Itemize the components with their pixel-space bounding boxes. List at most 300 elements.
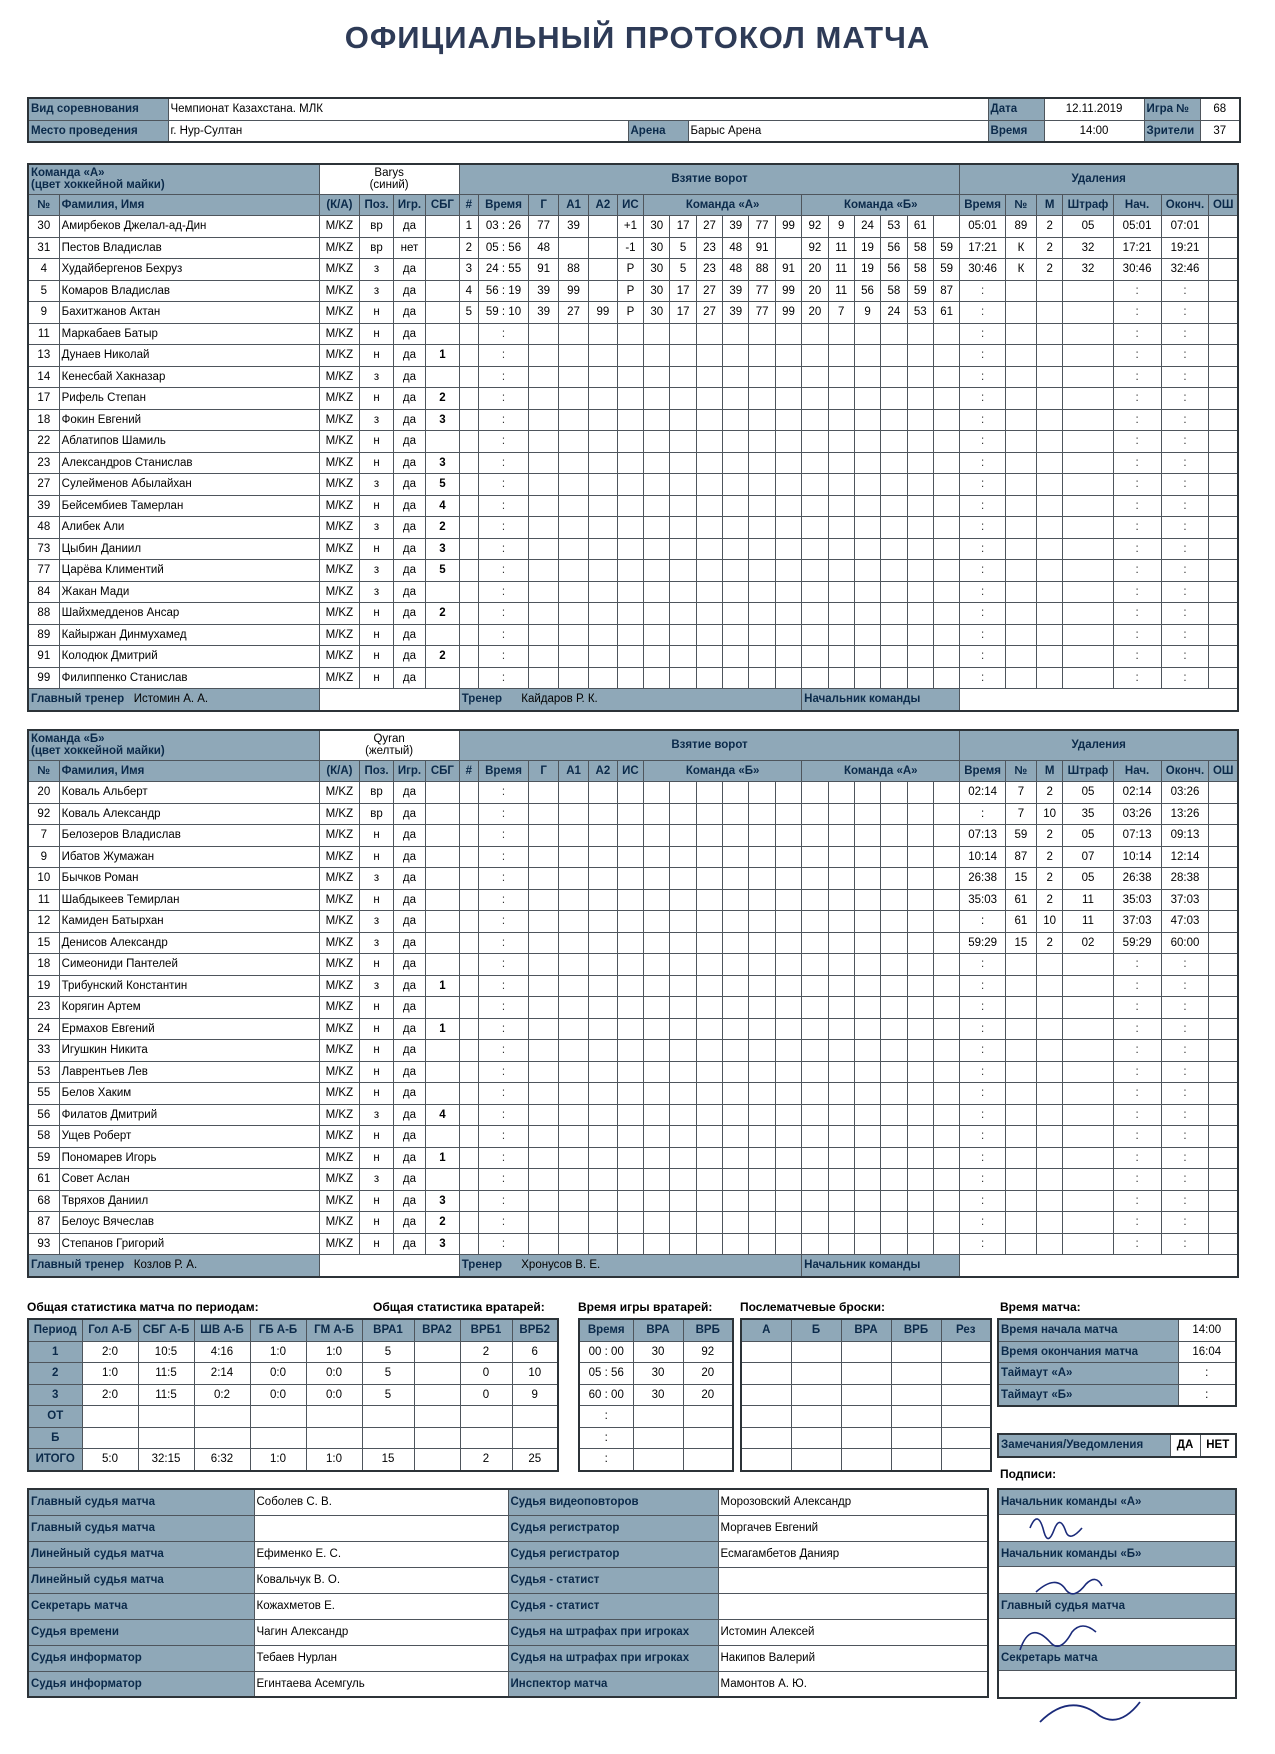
player-position: н [360, 1190, 394, 1212]
player-position: н [360, 1018, 394, 1040]
player-ka: M/KZ [319, 452, 360, 474]
player-sbg [426, 1040, 460, 1062]
goal-on-ice-b: 53 [881, 216, 907, 238]
goal-on-ice-a: 23 [696, 259, 722, 281]
player-sbg [426, 667, 460, 689]
stats-cell [250, 1406, 306, 1428]
player-ka: M/KZ [319, 782, 360, 804]
stats-cell: 32:15 [138, 1449, 194, 1471]
goal-on-ice-a: 17 [670, 280, 696, 302]
player-played: да [393, 517, 425, 539]
stats-header: Гол А-Б [82, 1319, 138, 1341]
penalty-start: 03:26 [1113, 803, 1161, 825]
team_b-player-row: 93 Степанов Григорий M/KZ н да 3 : : : : [28, 1233, 1238, 1255]
player-position: н [360, 388, 394, 410]
penalty-minutes: 2 [1036, 932, 1062, 954]
player-name: Белозеров Владислав [59, 825, 319, 847]
player-sbg [426, 280, 460, 302]
goal-on-ice-a: 30 [644, 302, 670, 324]
player-number: 11 [28, 889, 59, 911]
match-end-mm: 04 [1208, 1345, 1222, 1358]
stats-cell [414, 1406, 460, 1428]
stats-header: ВРБ2 [512, 1319, 558, 1341]
player-played: да [393, 954, 425, 976]
player-sbg: 5 [426, 560, 460, 582]
penalty-start: 37:03 [1113, 911, 1161, 933]
player-name: Филиппенко Станислав [59, 667, 319, 689]
team_a-label: Команда «А» (цвет хоккейной майки) [28, 164, 319, 194]
penalty-minutes: 2 [1036, 237, 1062, 259]
player-played: да [393, 667, 425, 689]
player-number: 39 [28, 495, 59, 517]
goal-on-ice-b: 56 [881, 237, 907, 259]
team_b-col_name: Фамилия, Имя [59, 760, 319, 782]
team_a-player-row: 14 Кенесбай Хакназар M/KZ з да : : : : [28, 366, 1238, 388]
stats-cell: 11:5 [138, 1384, 194, 1406]
team_b-label: Команда «Б» (цвет хоккейной майки) [28, 730, 319, 760]
goal-on-ice-b: 24 [854, 216, 880, 238]
team_a-goals-header: Взятие ворот [459, 164, 960, 194]
team_b-player-row: 19 Трибунский Константин M/KZ з да 1 : : : : [28, 975, 1238, 997]
player-sbg [426, 911, 460, 933]
player-sbg: 3 [426, 1233, 460, 1255]
page-title: ОФИЦИАЛЬНЫЙ ПРОТОКОЛ МАТЧА [344, 20, 931, 55]
player-position: з [360, 366, 394, 388]
player-played: да [393, 846, 425, 868]
player-name: Трибунский Константин [59, 975, 319, 997]
goal-assist-1 [559, 237, 589, 259]
player-sbg [426, 624, 460, 646]
team_a-player-row: 27 Сулейменов Абылайхан M/KZ з да 5 : : : : [28, 474, 1238, 496]
goal-on-ice-a: 91 [749, 237, 775, 259]
official-row [28, 1645, 988, 1671]
player-number: 59 [28, 1147, 59, 1169]
signature-area [998, 1515, 1236, 1542]
goal-on-ice-b: 19 [854, 259, 880, 281]
player-played: да [393, 366, 425, 388]
player-ka: M/KZ [319, 237, 360, 259]
signature-label: Секретарь матча [998, 1646, 1236, 1671]
stats-cell: 10:5 [138, 1341, 194, 1363]
player-ka: M/KZ [319, 646, 360, 668]
team_b-col_osh: ОШ [1209, 760, 1238, 782]
team_a-player-row: 23 Александров Станислав M/KZ н да 3 : : : : [28, 452, 1238, 474]
player-number: 30 [28, 216, 59, 238]
player-position: з [360, 932, 394, 954]
spectators-label: Зрители [1144, 120, 1200, 142]
team_b-col_a2: А2 [589, 760, 618, 782]
official-name: Мамонтов А. Ю. [718, 1671, 988, 1697]
stats-cell: 2 [460, 1449, 512, 1471]
penalty-player: 59 [1005, 825, 1036, 847]
team_a-player-row: 99 Филиппенко Станислав M/KZ н да : : : : [28, 667, 1238, 689]
player-played: да [393, 911, 425, 933]
player-position: вр [360, 803, 394, 825]
team_a-team-chief: Начальник команды [802, 689, 960, 711]
player-played: да [393, 495, 425, 517]
goal-on-ice-a: 99 [775, 302, 801, 324]
team_a-goals-on-ice-second: Команда «Б» [802, 194, 960, 216]
team_b-player-row: 61 Совет Аслан M/KZ з да : : : : [28, 1169, 1238, 1191]
player-sbg [426, 1126, 460, 1148]
stats-cell: 9 [512, 1384, 558, 1406]
player-played: да [393, 1018, 425, 1040]
goalie-b-number: 20 [683, 1384, 733, 1406]
player-name: Ермахов Евгений [59, 1018, 319, 1040]
player-sbg [426, 889, 460, 911]
goalie-time-title: Время игры вратарей: [578, 1300, 713, 1314]
penalty-code: 02 [1063, 932, 1113, 954]
goal-on-ice-b: 59 [933, 259, 959, 281]
stats-cell: 4:16 [194, 1341, 250, 1363]
shootout-header: Рез [941, 1319, 991, 1341]
player-number: 89 [28, 624, 59, 646]
team_a-player-row: 11 Маркабаев Батыр M/KZ н да : : : : [28, 323, 1238, 345]
player-number: 7 [28, 825, 59, 847]
goal-situation: Р [617, 302, 643, 324]
goalie-a-number: 30 [633, 1384, 683, 1406]
player-number: 68 [28, 1190, 59, 1212]
player-position: н [360, 1040, 394, 1062]
player-sbg [426, 868, 460, 890]
competition: Чемпионат Казахстана. МЛК [168, 98, 988, 120]
player-position: з [360, 1169, 394, 1191]
goal-number: 4 [459, 280, 478, 302]
player-position: н [360, 431, 394, 453]
stats-header: ШВ А-Б [194, 1319, 250, 1341]
goal-on-ice-b: 9 [854, 302, 880, 324]
player-name: Шайхмедденов Ансар [59, 603, 319, 625]
player-name: Белоус Вячеслав [59, 1212, 319, 1234]
stats-header: Период [28, 1319, 82, 1341]
penalty-code: 07 [1063, 846, 1113, 868]
team_b-player-row: 68 Твряхов Даниил M/KZ н да 3 : : : : [28, 1190, 1238, 1212]
official-role: Судья времени [28, 1619, 254, 1645]
timeout-b-label: Таймаут «Б» [998, 1384, 1178, 1406]
penalty-start: 02:14 [1113, 782, 1161, 804]
goal-on-ice-b: 61 [933, 302, 959, 324]
match-start-label: Время начала матча [998, 1319, 1178, 1341]
goal-situation: Р [617, 280, 643, 302]
team_b-goals-header: Взятие ворот [459, 730, 960, 760]
player-ka: M/KZ [319, 975, 360, 997]
penalty-time: 10:14 [960, 846, 1006, 868]
stats-cell: 5 [362, 1341, 414, 1363]
player-played: да [393, 280, 425, 302]
player-position: н [360, 323, 394, 345]
player-played: нет [393, 237, 425, 259]
stats-cell [414, 1384, 460, 1406]
stats-cell: 0:0 [306, 1384, 362, 1406]
official-name: Егинтаева Асемгуль [254, 1671, 508, 1697]
team_a-col_is: ИС [617, 194, 643, 216]
stats-cell: 6 [512, 1341, 558, 1363]
goal-situation: -1 [617, 237, 643, 259]
stats-cell: 0 [460, 1363, 512, 1385]
player-played: да [393, 1212, 425, 1234]
stats-header: ВРА2 [414, 1319, 460, 1341]
goal-on-ice-b: 59 [907, 280, 933, 302]
penalty-code: 05 [1063, 868, 1113, 890]
player-number: 31 [28, 237, 59, 259]
official-name: Ковальчук В. О. [254, 1567, 508, 1593]
stats-cell [512, 1427, 558, 1449]
team_b-penalties-header: Удаления [960, 730, 1238, 760]
stats-cell: 1:0 [306, 1341, 362, 1363]
stats-cell [512, 1406, 558, 1428]
team_b-team-chief: Начальник команды [802, 1255, 960, 1277]
player-name: Рифель Степан [59, 388, 319, 410]
team_b-col_ptime: Время [960, 760, 1006, 782]
penalty-time: 05:01 [960, 216, 1006, 238]
player-ka: M/KZ [319, 911, 360, 933]
player-sbg: 1 [426, 345, 460, 367]
team_b-player-row: 92 Коваль Александр M/KZ вр да : : 7 10 35 03:26 13:26 [28, 803, 1238, 825]
penalty-time: 02:14 [960, 782, 1006, 804]
player-name: Царёва Климентий [59, 560, 319, 582]
penalty-code: 05 [1063, 782, 1113, 804]
player-sbg [426, 1083, 460, 1105]
player-played: да [393, 1061, 425, 1083]
goal-time: 59 : 10 [478, 302, 528, 324]
official-row [28, 1541, 988, 1567]
player-sbg: 1 [426, 975, 460, 997]
stats-cell: 25 [512, 1449, 558, 1471]
signature-label: Начальник команды «Б» [998, 1542, 1236, 1567]
stats-header: ГМ А-Б [306, 1319, 362, 1341]
penalty-code: 05 [1063, 216, 1113, 238]
player-played: да [393, 1169, 425, 1191]
stats-cell: 1 [28, 1341, 82, 1363]
stats-row [28, 1341, 558, 1363]
goal-on-ice-a: 91 [775, 259, 801, 281]
player-played: да [393, 388, 425, 410]
goalie-time-cell: 05 : 56 [579, 1363, 633, 1385]
penalty-end: 28:38 [1161, 868, 1209, 890]
player-ka: M/KZ [319, 997, 360, 1019]
match-end-label: Время окончания матча [998, 1341, 1178, 1363]
player-position: н [360, 302, 394, 324]
team_a-col_num: № [28, 194, 59, 216]
player-played: да [393, 1233, 425, 1255]
player-number: 48 [28, 517, 59, 539]
goal-on-ice-b: 11 [828, 237, 854, 259]
goal-time: 24 : 55 [478, 259, 528, 281]
goal-on-ice-a: 48 [723, 259, 749, 281]
player-name: Александров Станислав [59, 452, 319, 474]
team_a-player-row: 39 Бейсембиев Тамерлан M/KZ н да 4 : : : : [28, 495, 1238, 517]
shootout-header: Б [791, 1319, 841, 1341]
penalty-end: 19:21 [1161, 237, 1209, 259]
penalty-time: 59:29 [960, 932, 1006, 954]
team_b-col_is: ИС [617, 760, 643, 782]
goal-on-ice-a: 27 [696, 280, 722, 302]
goal-on-ice-a: 30 [644, 280, 670, 302]
team_b-player-row: 24 Ермахов Евгений M/KZ н да 1 : : : : [28, 1018, 1238, 1040]
player-name: Белов Хаким [59, 1083, 319, 1105]
official-row [28, 1671, 988, 1697]
team_a-player-row: 9 Бахитжанов Актан M/KZ н да 5 59 : 10 39 27 99 Р 30 17 27 39 77 99 20 7 9 24 53 61 : : : [28, 302, 1238, 324]
penalty-player: 15 [1005, 932, 1036, 954]
goal-scorer: 77 [529, 216, 559, 238]
player-position: н [360, 889, 394, 911]
goal-on-ice-b: 9 [828, 216, 854, 238]
player-name: Корягин Артем [59, 997, 319, 1019]
team_a-col_hash: # [459, 194, 478, 216]
player-number: 9 [28, 846, 59, 868]
penalty-minutes: 2 [1036, 216, 1062, 238]
team_a-col_a1: А1 [559, 194, 589, 216]
stats-cell [362, 1427, 414, 1449]
penalty-code: 11 [1063, 911, 1113, 933]
stats-cell [194, 1406, 250, 1428]
date: 12.11.2019 [1044, 98, 1144, 120]
player-number: 61 [28, 1169, 59, 1191]
player-position: з [360, 1104, 394, 1126]
team_b-player-row: 18 Симеониди Пантелей M/KZ н да : : : : [28, 954, 1238, 976]
goalie-time-header: Время [579, 1319, 633, 1341]
signature-area [998, 1619, 1236, 1646]
venue: г. Нур-Султан [168, 120, 628, 142]
team_a-col_pen: Штраф [1063, 194, 1113, 216]
player-name: Маркабаев Батыр [59, 323, 319, 345]
penalty-time: : [960, 911, 1006, 933]
team_b-name: Qyran (желтый) [319, 730, 459, 760]
player-number: 73 [28, 538, 59, 560]
player-name: Цыбин Даниил [59, 538, 319, 560]
goal-on-ice-b: 11 [828, 259, 854, 281]
player-name: Камиден Батырхан [59, 911, 319, 933]
player-position: н [360, 954, 394, 976]
official-role: Судья на штрафах при игроках [508, 1619, 718, 1645]
player-position: з [360, 409, 394, 431]
goal-on-ice-b: 11 [828, 280, 854, 302]
player-number: 17 [28, 388, 59, 410]
player-sbg: 3 [426, 409, 460, 431]
player-name: Ибатов Жумажан [59, 846, 319, 868]
team_a-col_sbg: СБГ [426, 194, 460, 216]
goal-on-ice-b: 92 [802, 237, 828, 259]
official-name [718, 1567, 988, 1593]
penalty-player: 89 [1005, 216, 1036, 238]
team_a-player-row: 84 Жакан Мади M/KZ з да : : : : [28, 581, 1238, 603]
goalie-b-number: 20 [683, 1363, 733, 1385]
official-role: Главный судья матча [28, 1515, 254, 1541]
stats-row [28, 1449, 558, 1471]
official-name: Тебаев Нурлан [254, 1645, 508, 1671]
stats-cell: 5 [362, 1363, 414, 1385]
stats-cell [414, 1341, 460, 1363]
penalty-player: 61 [1005, 911, 1036, 933]
penalty-start: 26:38 [1113, 868, 1161, 890]
player-played: да [393, 803, 425, 825]
penalty-start: 59:29 [1113, 932, 1161, 954]
stats-header: СБГ А-Б [138, 1319, 194, 1341]
player-sbg: 2 [426, 1212, 460, 1234]
player-name: Ущев Роберт [59, 1126, 319, 1148]
official-role: Судья на штрафах при игроках [508, 1645, 718, 1671]
team_b-goals-on-ice-first: Команда «Б» [644, 760, 802, 782]
stats-cell [250, 1427, 306, 1449]
team_b-col_g: Г [529, 760, 559, 782]
player-ka: M/KZ [319, 889, 360, 911]
player-played: да [393, 409, 425, 431]
team_a-col_pos: Поз. [360, 194, 394, 216]
official-name [254, 1515, 508, 1541]
player-number: 33 [28, 1040, 59, 1062]
player-sbg [426, 803, 460, 825]
player-ka: M/KZ [319, 495, 360, 517]
penalty-minutes: 2 [1036, 825, 1062, 847]
penalty-end: 12:14 [1161, 846, 1209, 868]
goal-on-ice-b: 19 [854, 237, 880, 259]
player-ka: M/KZ [319, 1169, 360, 1191]
goal-on-ice-a: 77 [749, 302, 775, 324]
player-ka: M/KZ [319, 603, 360, 625]
official-name: Истомин Алексей [718, 1619, 988, 1645]
penalty-player: К [1005, 237, 1036, 259]
team_b-col_ka: (К/А) [319, 760, 360, 782]
stats-cell: Б [28, 1427, 82, 1449]
goal-on-ice-b: 24 [881, 302, 907, 324]
stats-cell: 15 [362, 1449, 414, 1471]
stats-cell: 5 [362, 1384, 414, 1406]
team_a-player-row: 48 Алибек Али M/KZ з да 2 : : : : [28, 517, 1238, 539]
stats-cell: 10 [512, 1363, 558, 1385]
official-role: Судья информатор [28, 1645, 254, 1671]
player-ka: M/KZ [319, 388, 360, 410]
official-role: Секретарь матча [28, 1593, 254, 1619]
team_b-player-row: 12 Камиден Батырхан M/KZ з да : : 61 10 11 37:03 47:03 [28, 911, 1238, 933]
venue-label: Место проведения [28, 120, 168, 142]
player-played: да [393, 581, 425, 603]
player-sbg [426, 259, 460, 281]
player-ka: M/KZ [319, 259, 360, 281]
official-name: Есмагамбетов Данияр [718, 1541, 988, 1567]
player-ka: M/KZ [319, 1018, 360, 1040]
player-position: н [360, 603, 394, 625]
timeout-a-label: Таймаут «А» [998, 1363, 1178, 1385]
player-number: 13 [28, 345, 59, 367]
goal-on-ice-a: 5 [670, 259, 696, 281]
goal-on-ice-a: 77 [749, 280, 775, 302]
goal-on-ice-a: 39 [723, 216, 749, 238]
stats-cell: 2:0 [82, 1341, 138, 1363]
player-sbg: 1 [426, 1018, 460, 1040]
player-number: 88 [28, 603, 59, 625]
official-role: Судья информатор [28, 1671, 254, 1697]
player-position: вр [360, 216, 394, 238]
player-number: 55 [28, 1083, 59, 1105]
goal-number: 5 [459, 302, 478, 324]
player-position: н [360, 1126, 394, 1148]
goal-situation: +1 [617, 216, 643, 238]
team_a-col_ptime: Время [960, 194, 1006, 216]
team_b-head-coach: Главный тренер Козлов Р. А. [28, 1255, 319, 1277]
player-played: да [393, 452, 425, 474]
goal-on-ice-a: 99 [775, 216, 801, 238]
stats-cell [138, 1406, 194, 1428]
player-position: н [360, 452, 394, 474]
game-label: Игра № [1144, 98, 1200, 120]
goalie-time-cell: 00 : 00 [579, 1341, 633, 1363]
stats-cell [194, 1427, 250, 1449]
period-stats-table [27, 1318, 559, 1472]
penalty-minutes: 2 [1036, 846, 1062, 868]
player-ka: M/KZ [319, 1190, 360, 1212]
goal-scorer: 39 [529, 302, 559, 324]
penalty-end: 32:46 [1161, 259, 1209, 281]
